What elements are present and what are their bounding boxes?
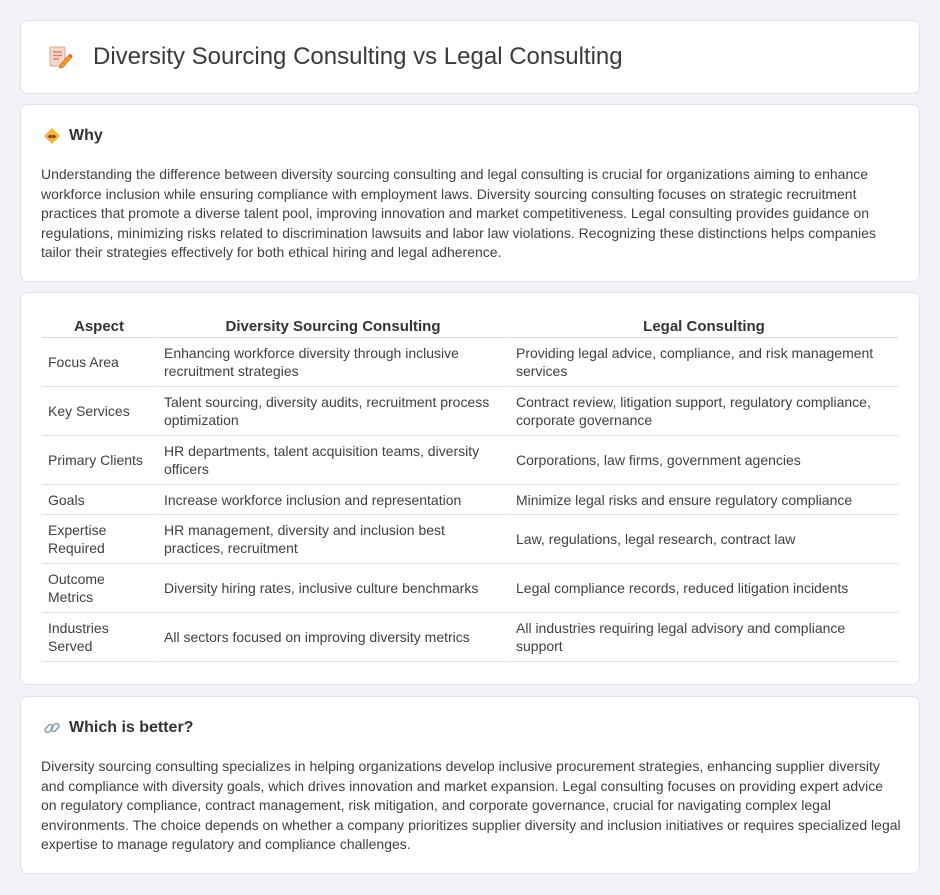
diversity-cell: Increase workforce inclusion and representation [156,485,508,515]
why-section [20,104,920,282]
legal-cell: Providing legal advice, compliance, and risk management services [508,338,898,387]
handshake-icon [43,127,61,145]
comparison-table [42,313,898,662]
better-text: Diversity sourcing consulting specializes in helping organizations develop inclusive procurement strategies, enhancing supplier diversity and compliance with diversity goals, which drives innovation and market expansion. Legal consulting focuses on providing expert advice on regulatory compliance, contract management, risk mitigation, and corporate governance, crucial for navigating complex legal environments. The choice depends on whether a company prioritizes supplier diversity and inclusion initiatives or requires specialized legal expertise to manage regulatory and compliance challenges. [41,758,901,853]
diversity-cell: HR management, diversity and inclusion best practices, recruitment [156,515,508,564]
legal-cell: Minimize legal risks and ensure regulatory compliance [508,485,898,515]
legal-cell: All industries requiring legal advisory and compliance support [508,613,898,662]
table-row [42,338,898,387]
legal-cell: Legal compliance records, reduced litigation incidents [508,564,898,613]
why-heading: Why [69,127,103,144]
table-row [42,387,898,436]
table-row [42,613,898,662]
diversity-cell: HR departments, talent acquisition teams, diversity officers [156,436,508,485]
aspect-cell: Focus Area [42,338,156,387]
table-header-row [42,313,898,338]
header-aspect: Aspect [42,313,156,338]
table-row [42,485,898,515]
header-legal: Legal Consulting [508,313,898,338]
better-heading-row [43,719,193,737]
diversity-cell: Enhancing workforce diversity through inclusive recruitment strategies [156,338,508,387]
legal-cell: Corporations, law firms, government agencies [508,436,898,485]
which-better-section [20,696,920,874]
table-row [42,436,898,485]
diversity-cell: Talent sourcing, diversity audits, recruitment process optimization [156,387,508,436]
aspect-cell: Outcome Metrics [42,564,156,613]
aspect-cell: Industries Served [42,613,156,662]
title-row [47,43,623,71]
why-heading-row [43,127,103,145]
better-heading: Which is better? [69,719,194,736]
legal-cell: Contract review, litigation support, regulatory compliance, corporate governance [508,387,898,436]
aspect-cell: Primary Clients [42,436,156,485]
page-title: Diversity Sourcing Consulting vs Legal Consulting [93,43,623,70]
header-diversity: Diversity Sourcing Consulting [156,313,508,338]
link-icon [43,719,61,737]
title-card [20,20,920,94]
diversity-cell: All sectors focused on improving diversity metrics [156,613,508,662]
document-pencil-icon [47,44,73,70]
table-row [42,515,898,564]
why-text: Understanding the difference between diversity sourcing consulting and legal consulting is crucial for organizations aiming to enhance workforce inclusion while ensuring compliance with employment laws. Diversity sourcing consulting focuses on strategic recruitment practices that promote a diverse talent pool, improving innovation and market competitiveness. Legal consulting provides guidance on regulations, minimizing risks related to discrimination lawsuits and labor law violations. Recognizing these distinctions helps companies tailor their strategies effectively for both ethical hiring and legal adherence. [41,166,876,261]
legal-cell: Law, regulations, legal research, contract law [508,515,898,564]
comparison-card [20,292,920,685]
diversity-cell: Diversity hiring rates, inclusive culture benchmarks [156,564,508,613]
aspect-cell: Expertise Required [42,515,156,564]
aspect-cell: Key Services [42,387,156,436]
table-row [42,564,898,613]
aspect-cell: Goals [42,485,156,515]
